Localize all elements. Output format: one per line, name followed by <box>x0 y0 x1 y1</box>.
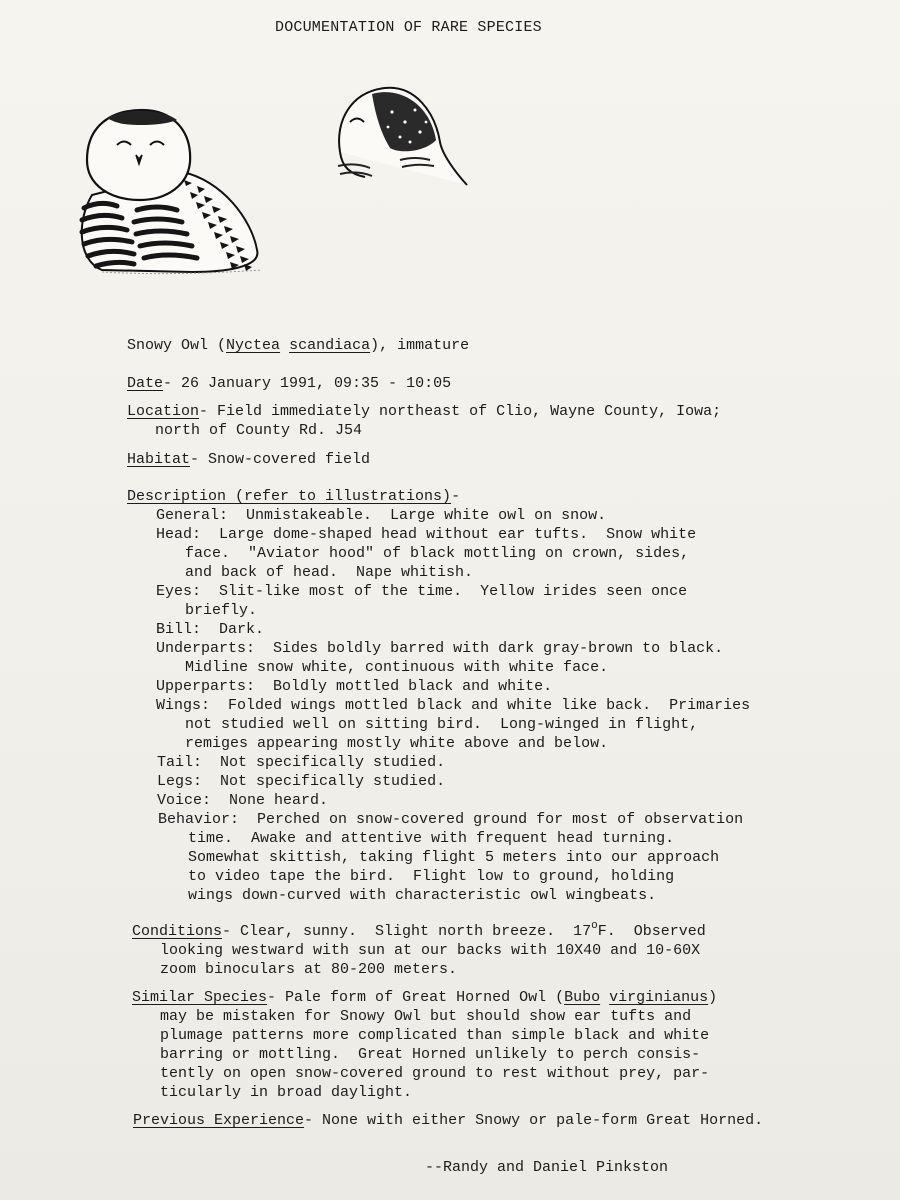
desc-underparts-line: Midline snow white, continuous with white face. <box>185 659 609 676</box>
signature: --Randy and Daniel Pinkston <box>425 1159 669 1176</box>
desc-behavior: Behavior: Perched on snow-covered ground for most of observation <box>158 811 744 828</box>
degree-symbol: o <box>591 920 598 932</box>
desc-behavior-line: wings down-curved with characteristic owl wingbeats. <box>188 887 657 904</box>
owl-illustration-front <box>72 100 272 285</box>
species-heading: Snowy Owl (Nyctea scandiaca), immature <box>127 337 470 354</box>
location-row: Location- Field immediately northeast of Clio, Wayne County, Iowa; <box>127 403 722 420</box>
desc-wings-line: remiges appearing mostly white above and below. <box>185 735 609 752</box>
similar-line: ticularly in broad daylight. <box>160 1084 413 1101</box>
desc-behavior-line: Somewhat skittish, taking flight 5 meters into our approach <box>188 849 720 866</box>
date-label: Date <box>127 375 164 392</box>
description-label: Description (refer to illustrations) <box>127 488 452 505</box>
desc-head-line: and back of head. Nape whitish. <box>185 564 474 581</box>
desc-eyes-line: briefly. <box>185 602 258 619</box>
similar-line: tently on open snow-covered ground to rest without prey, par- <box>160 1065 710 1082</box>
location-line1: Field immediately northeast of Clio, Wayne County, Iowa; <box>217 403 722 420</box>
conditions-label: Conditions <box>132 923 223 940</box>
desc-wings: Wings: Folded wings mottled black and white like back. Primaries <box>156 697 751 714</box>
similar-epithet: virginianus <box>609 989 709 1006</box>
desc-behavior-line: time. Awake and attentive with frequent head turning. <box>188 830 675 847</box>
similar-line: may be mistaken for Snowy Owl but should show ear tufts and <box>160 1008 692 1025</box>
similar-line: plumage patterns more complicated than simple black and white <box>160 1027 710 1044</box>
desc-legs: Legs: Not specifically studied. <box>157 773 446 790</box>
desc-tail: Tail: Not specifically studied. <box>157 754 446 771</box>
owl-illustration-head <box>330 82 475 192</box>
location-label: Location <box>127 403 200 420</box>
desc-wings-line: not studied well on sitting bird. Long-winged in flight, <box>185 716 699 733</box>
desc-head-line: face. "Aviator hood" of black mottling on crown, sides, <box>185 545 690 562</box>
date-value: 26 January 1991, 09:35 - 10:05 <box>181 375 452 392</box>
desc-bill: Bill: Dark. <box>156 621 265 638</box>
similar-line: barring or mottling. Great Horned unlikely to perch consis- <box>160 1046 701 1063</box>
species-common-name: Snowy Owl <box>127 337 209 354</box>
desc-eyes: Eyes: Slit-like most of the time. Yellow irides seen once <box>156 583 688 600</box>
description-heading: Description (refer to illustrations)- <box>127 488 461 505</box>
species-genus: Nyctea <box>226 337 281 354</box>
similar-species-row: Similar Species- Pale form of Great Horned Owl (Bubo virginianus) <box>132 989 718 1006</box>
desc-upperparts: Upperparts: Boldly mottled black and white. <box>156 678 553 695</box>
habitat-label: Habitat <box>127 451 191 468</box>
date-row: Date- 26 January 1991, 09:35 - 10:05 <box>127 375 452 392</box>
similar-species-label: Similar Species <box>132 989 268 1006</box>
document-title: DOCUMENTATION OF RARE SPECIES <box>275 19 542 36</box>
previous-experience-label: Previous Experience <box>133 1112 305 1129</box>
previous-experience-row: Previous Experience- None with either Snowy or pale-form Great Horned. <box>133 1112 764 1129</box>
desc-general: General: Unmistakeable. Large white owl on snow. <box>156 507 607 524</box>
desc-head: Head: Large dome-shaped head without ear tufts. Snow white <box>156 526 697 543</box>
similar-genus: Bubo <box>564 989 601 1006</box>
desc-underparts: Underparts: Sides boldly barred with dark gray-brown to black. <box>156 640 724 657</box>
desc-behavior-line: to video tape the bird. Flight low to ground, holding <box>188 868 675 885</box>
conditions-row: Conditions- Clear, sunny. Slight north breeze. 17$^o$F. Observed <box>132 920 706 940</box>
location-line2: north of County Rd. J54 <box>155 422 363 439</box>
habitat-row: Habitat- Snow-covered field <box>127 451 371 468</box>
desc-voice: Voice: None heard. <box>157 792 329 809</box>
conditions-line: zoom binoculars at 80-200 meters. <box>160 961 458 978</box>
conditions-line: looking westward with sun at our backs with 10X40 and 10-60X <box>160 942 701 959</box>
species-age: immature <box>397 337 470 354</box>
habitat-value: Snow-covered field <box>208 451 371 468</box>
species-epithet: scandiaca <box>289 337 371 354</box>
